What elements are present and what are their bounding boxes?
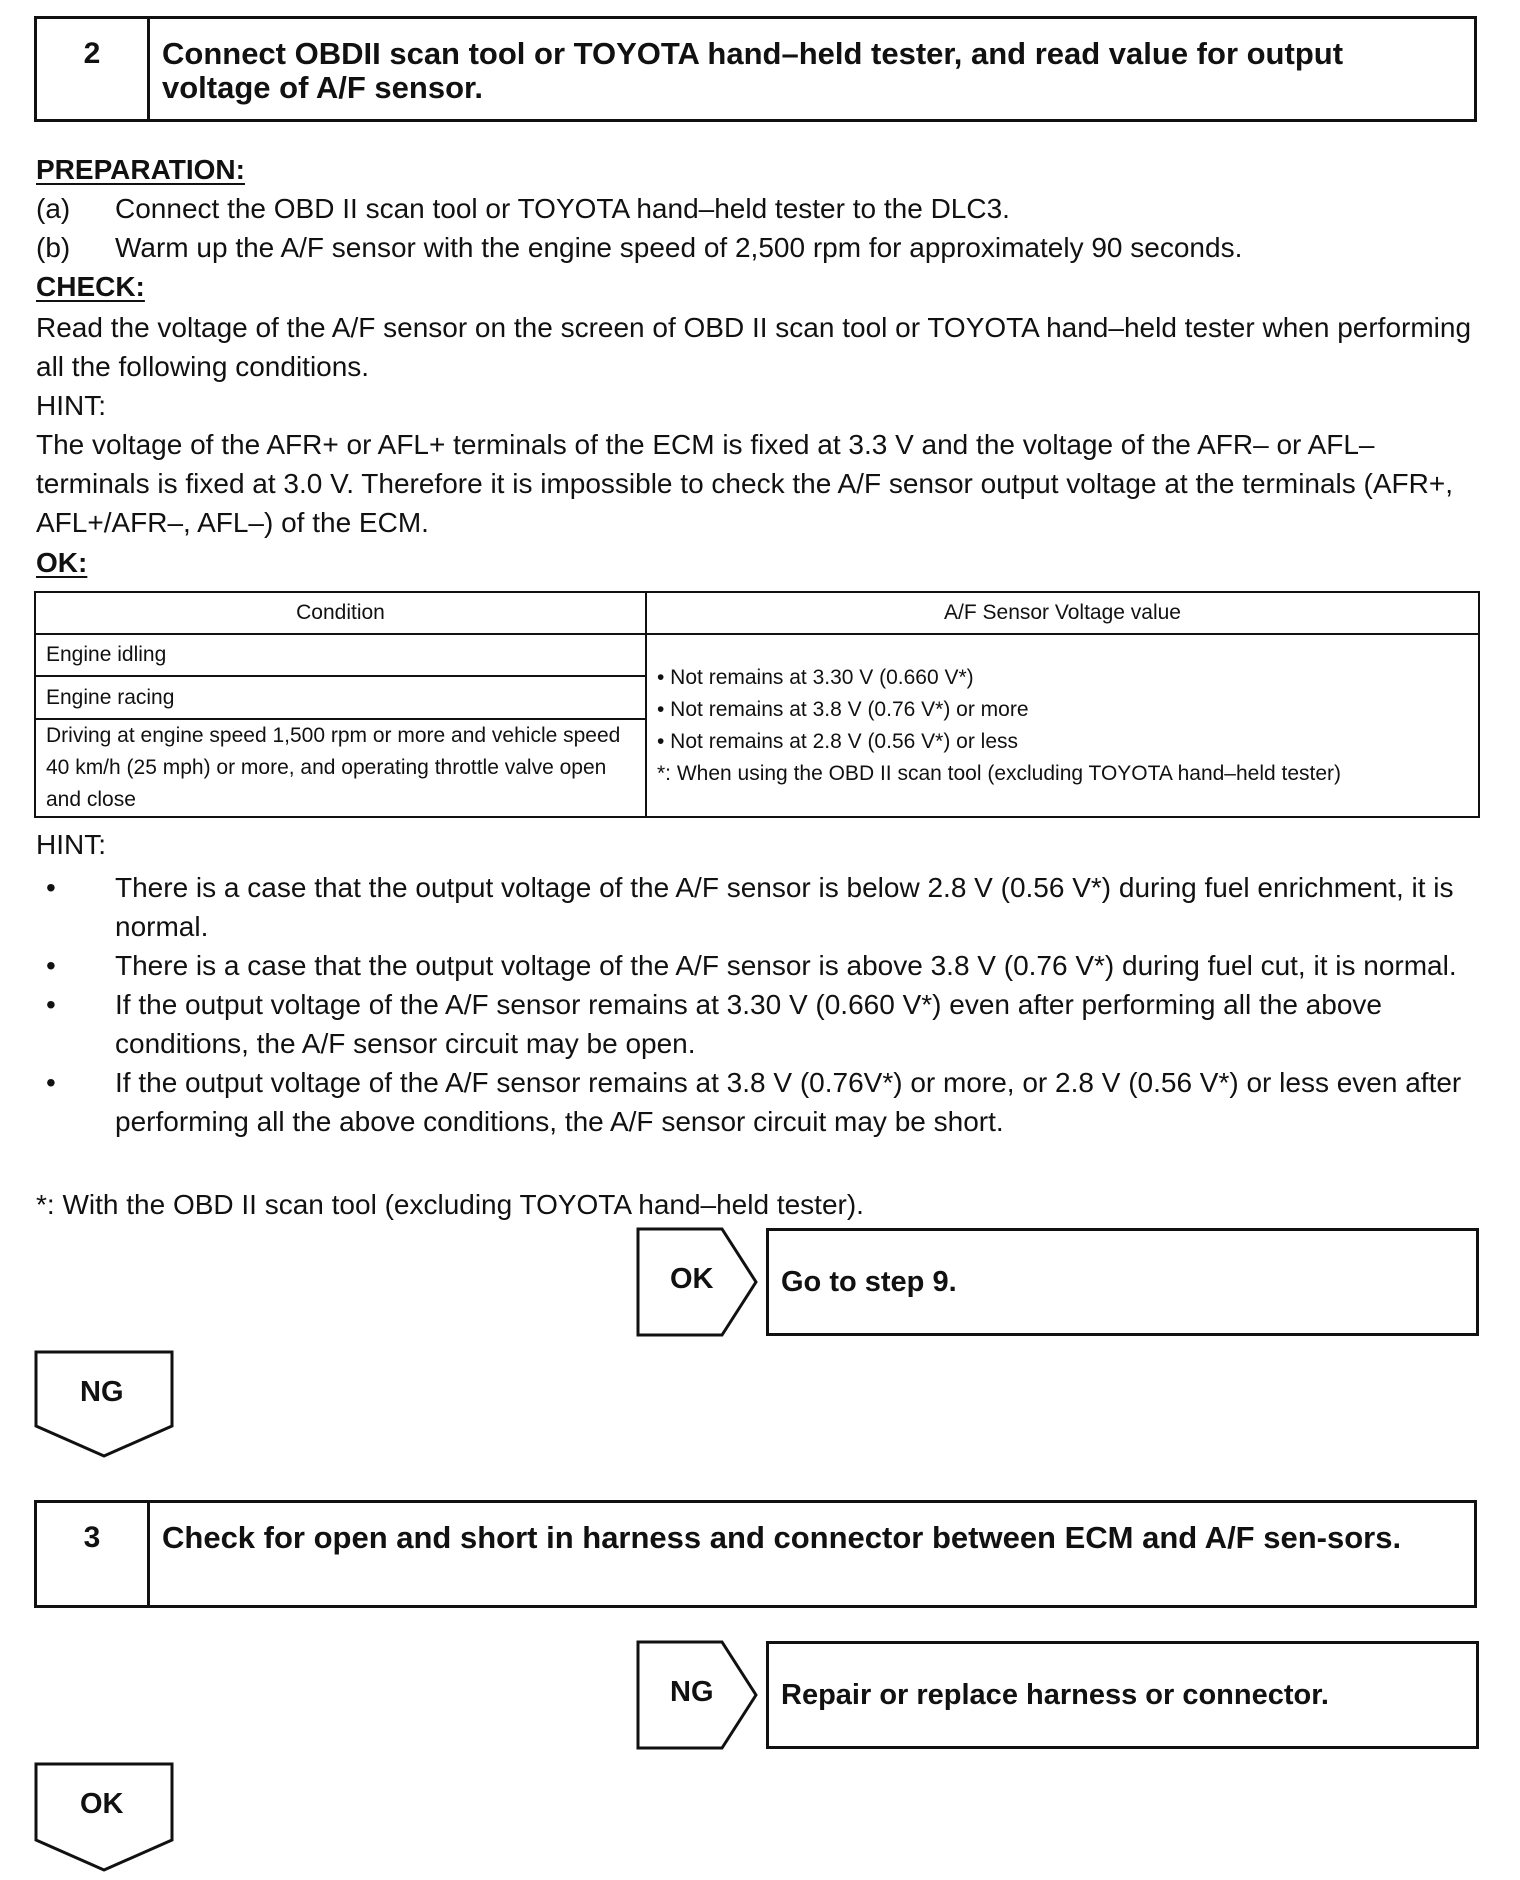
item-text: Warm up the A/F sensor with the engine speed of 2,500 rpm for approximately 90 seconds. <box>115 232 1243 263</box>
check-label: CHECK: <box>36 271 145 302</box>
list-item <box>36 868 1482 946</box>
table-cell-condition: Engine racing <box>35 676 646 719</box>
bullet-dot: • <box>46 950 56 981</box>
value-footnote: *: When using the OBD II scan tool (excluding TOYOTA hand–held tester) <box>657 761 1342 785</box>
hint-text: The voltage of the AFR+ or AFL+ terminals of the ECM is fixed at 3.3 V and the voltage of the AFR– or AFL– terminals is fixed at 3.0 V. Therefore it is impossible to check the A/F sensor output voltage at the terminals (AFR+, AFL+/AFR–, AFL–) of the ECM. <box>36 429 1454 538</box>
value-item: • Not remains at 3.8 V (0.76 V*) or more <box>657 697 1029 721</box>
bullet-text: If the output voltage of the A/F sensor remains at 3.8 V (0.76V*) or more, or 2.8 V (0.56 V*) or less even after performing all the above conditions, the A/F sensor circuit may be short. <box>115 1067 1462 1137</box>
ng-result-box: Repair or replace harness or connector. <box>766 1641 1479 1749</box>
bullet-text: If the output voltage of the A/F sensor remains at 3.30 V (0.660 V*) even after performing all the above conditions, the A/F sensor circuit may be open. <box>115 989 1382 1059</box>
preparation-label: PREPARATION: <box>36 154 245 185</box>
hint-bullet-list <box>36 868 1482 1141</box>
step-title: Check for open and short in harness and connector between ECM and A/F sen-sors. <box>162 1520 1402 1555</box>
step-2-header <box>34 16 1477 122</box>
step-3-header <box>34 1500 1477 1608</box>
step-title: Connect OBDII scan tool or TOYOTA hand–held tester, and read value for output voltage of A/F sensor. <box>162 36 1344 105</box>
list-item <box>36 228 1482 267</box>
bullet-text: There is a case that the output voltage of the A/F sensor is above 3.8 V (0.76 V*) during fuel cut, it is normal. <box>115 950 1457 981</box>
bullet-dot: • <box>46 872 56 903</box>
conditions-table <box>34 591 1480 818</box>
item-text: Connect the OBD II scan tool or TOYOTA hand–held tester to the DLC3. <box>115 193 1010 224</box>
table-cell-condition: Engine idling <box>35 634 646 676</box>
preparation-list <box>36 189 1482 267</box>
list-item <box>36 189 1482 228</box>
bullet-dot: • <box>46 989 56 1020</box>
table-header-condition: Condition <box>35 592 646 634</box>
hint-label: HINT: <box>36 390 106 421</box>
item-marker: (a) <box>36 193 71 224</box>
ok-down-label: OK <box>80 1788 124 1820</box>
ok-result-box: Go to step 9. <box>766 1228 1479 1336</box>
step-number: 2 <box>37 19 150 119</box>
list-item <box>36 946 1482 985</box>
check-text: Read the voltage of the A/F sensor on the screen of OBD II scan tool or TOYOTA hand–held tester when performing all the following conditions. <box>36 312 1472 382</box>
bullet-text: There is a case that the output voltage of the A/F sensor is below 2.8 V (0.56 V*) during fuel enrichment, it is normal. <box>115 872 1454 942</box>
table-cell-condition: Driving at engine speed 1,500 rpm or more and vehicle speed 40 km/h (25 mph) or more, and operating throttle valve open and close <box>35 719 646 817</box>
ok-label: OK: <box>36 547 88 578</box>
value-item: • Not remains at 3.30 V (0.660 V*) <box>657 665 974 689</box>
list-item <box>36 1063 1482 1141</box>
ng-arrow-label: NG <box>670 1676 714 1708</box>
hint-label: HINT: <box>36 829 106 860</box>
value-item: • Not remains at 2.8 V (0.56 V*) or less <box>657 729 1018 753</box>
hint-footnote: *: With the OBD II scan tool (excluding TOYOTA hand–held tester). <box>36 1189 864 1220</box>
table-header-voltage: A/F Sensor Voltage value <box>646 592 1479 634</box>
bullet-dot: • <box>46 1067 56 1098</box>
item-marker: (b) <box>36 232 71 263</box>
ok-arrow-label: OK <box>670 1263 714 1295</box>
table-cell-values <box>646 634 1479 817</box>
step-number: 3 <box>37 1503 150 1605</box>
ng-down-label: NG <box>80 1376 124 1408</box>
list-item <box>36 985 1482 1063</box>
